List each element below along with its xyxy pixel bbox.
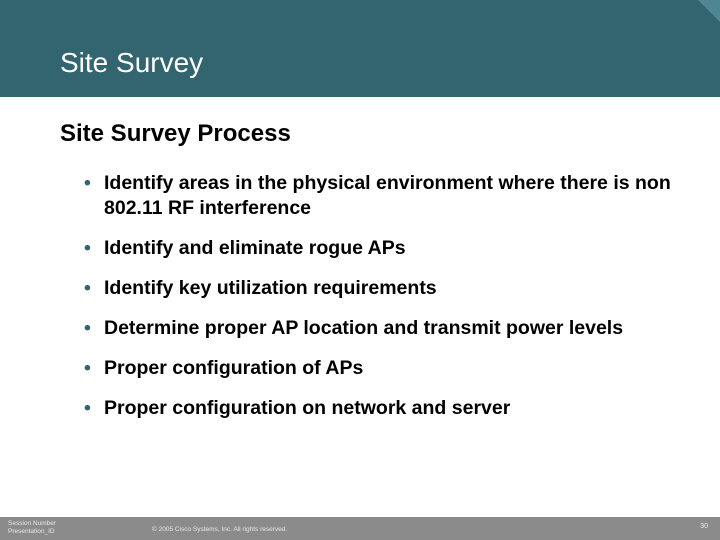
- bullet-text: Proper configuration of APs: [104, 357, 364, 379]
- slide-footer: [0, 517, 720, 540]
- bullet-icon: •: [84, 357, 91, 379]
- bullet-text: Identify key utilization requirements: [104, 277, 437, 299]
- bullet-item: [84, 171, 694, 221]
- footer-copyright: © 2005 Cisco Systems, Inc. All rights reserved.: [152, 526, 288, 533]
- bullet-item: [84, 276, 694, 301]
- bullet-item: [84, 316, 694, 341]
- bullet-item: [84, 356, 694, 381]
- bullet-icon: •: [84, 317, 91, 339]
- bullet-icon: •: [84, 172, 91, 194]
- bullet-list: [84, 171, 694, 436]
- bullet-text: Determine proper AP location and transmit power levels: [104, 317, 624, 339]
- bullet-text: Identify and eliminate rogue APs: [104, 237, 406, 259]
- slide-title: Site Survey: [60, 47, 204, 78]
- footer-session-info: [8, 520, 56, 536]
- header-corner-accent: [698, 0, 720, 22]
- bullet-icon: •: [84, 237, 91, 259]
- bullet-item: [84, 396, 694, 421]
- bullet-text: Identify areas in the physical environment where there is non 802.11 RF interference: [104, 172, 671, 219]
- slide-header-bar: [0, 0, 720, 97]
- bullet-icon: •: [84, 277, 91, 299]
- footer-page-number: 30: [700, 523, 708, 530]
- footer-presentation-id: Presentation_ID: [8, 528, 55, 535]
- bullet-text: Proper configuration on network and server: [104, 397, 511, 419]
- bullet-icon: •: [84, 397, 91, 419]
- bullet-item: [84, 236, 694, 261]
- footer-session-number: Session Number: [8, 520, 57, 527]
- slide-subtitle: Site Survey Process: [60, 120, 291, 147]
